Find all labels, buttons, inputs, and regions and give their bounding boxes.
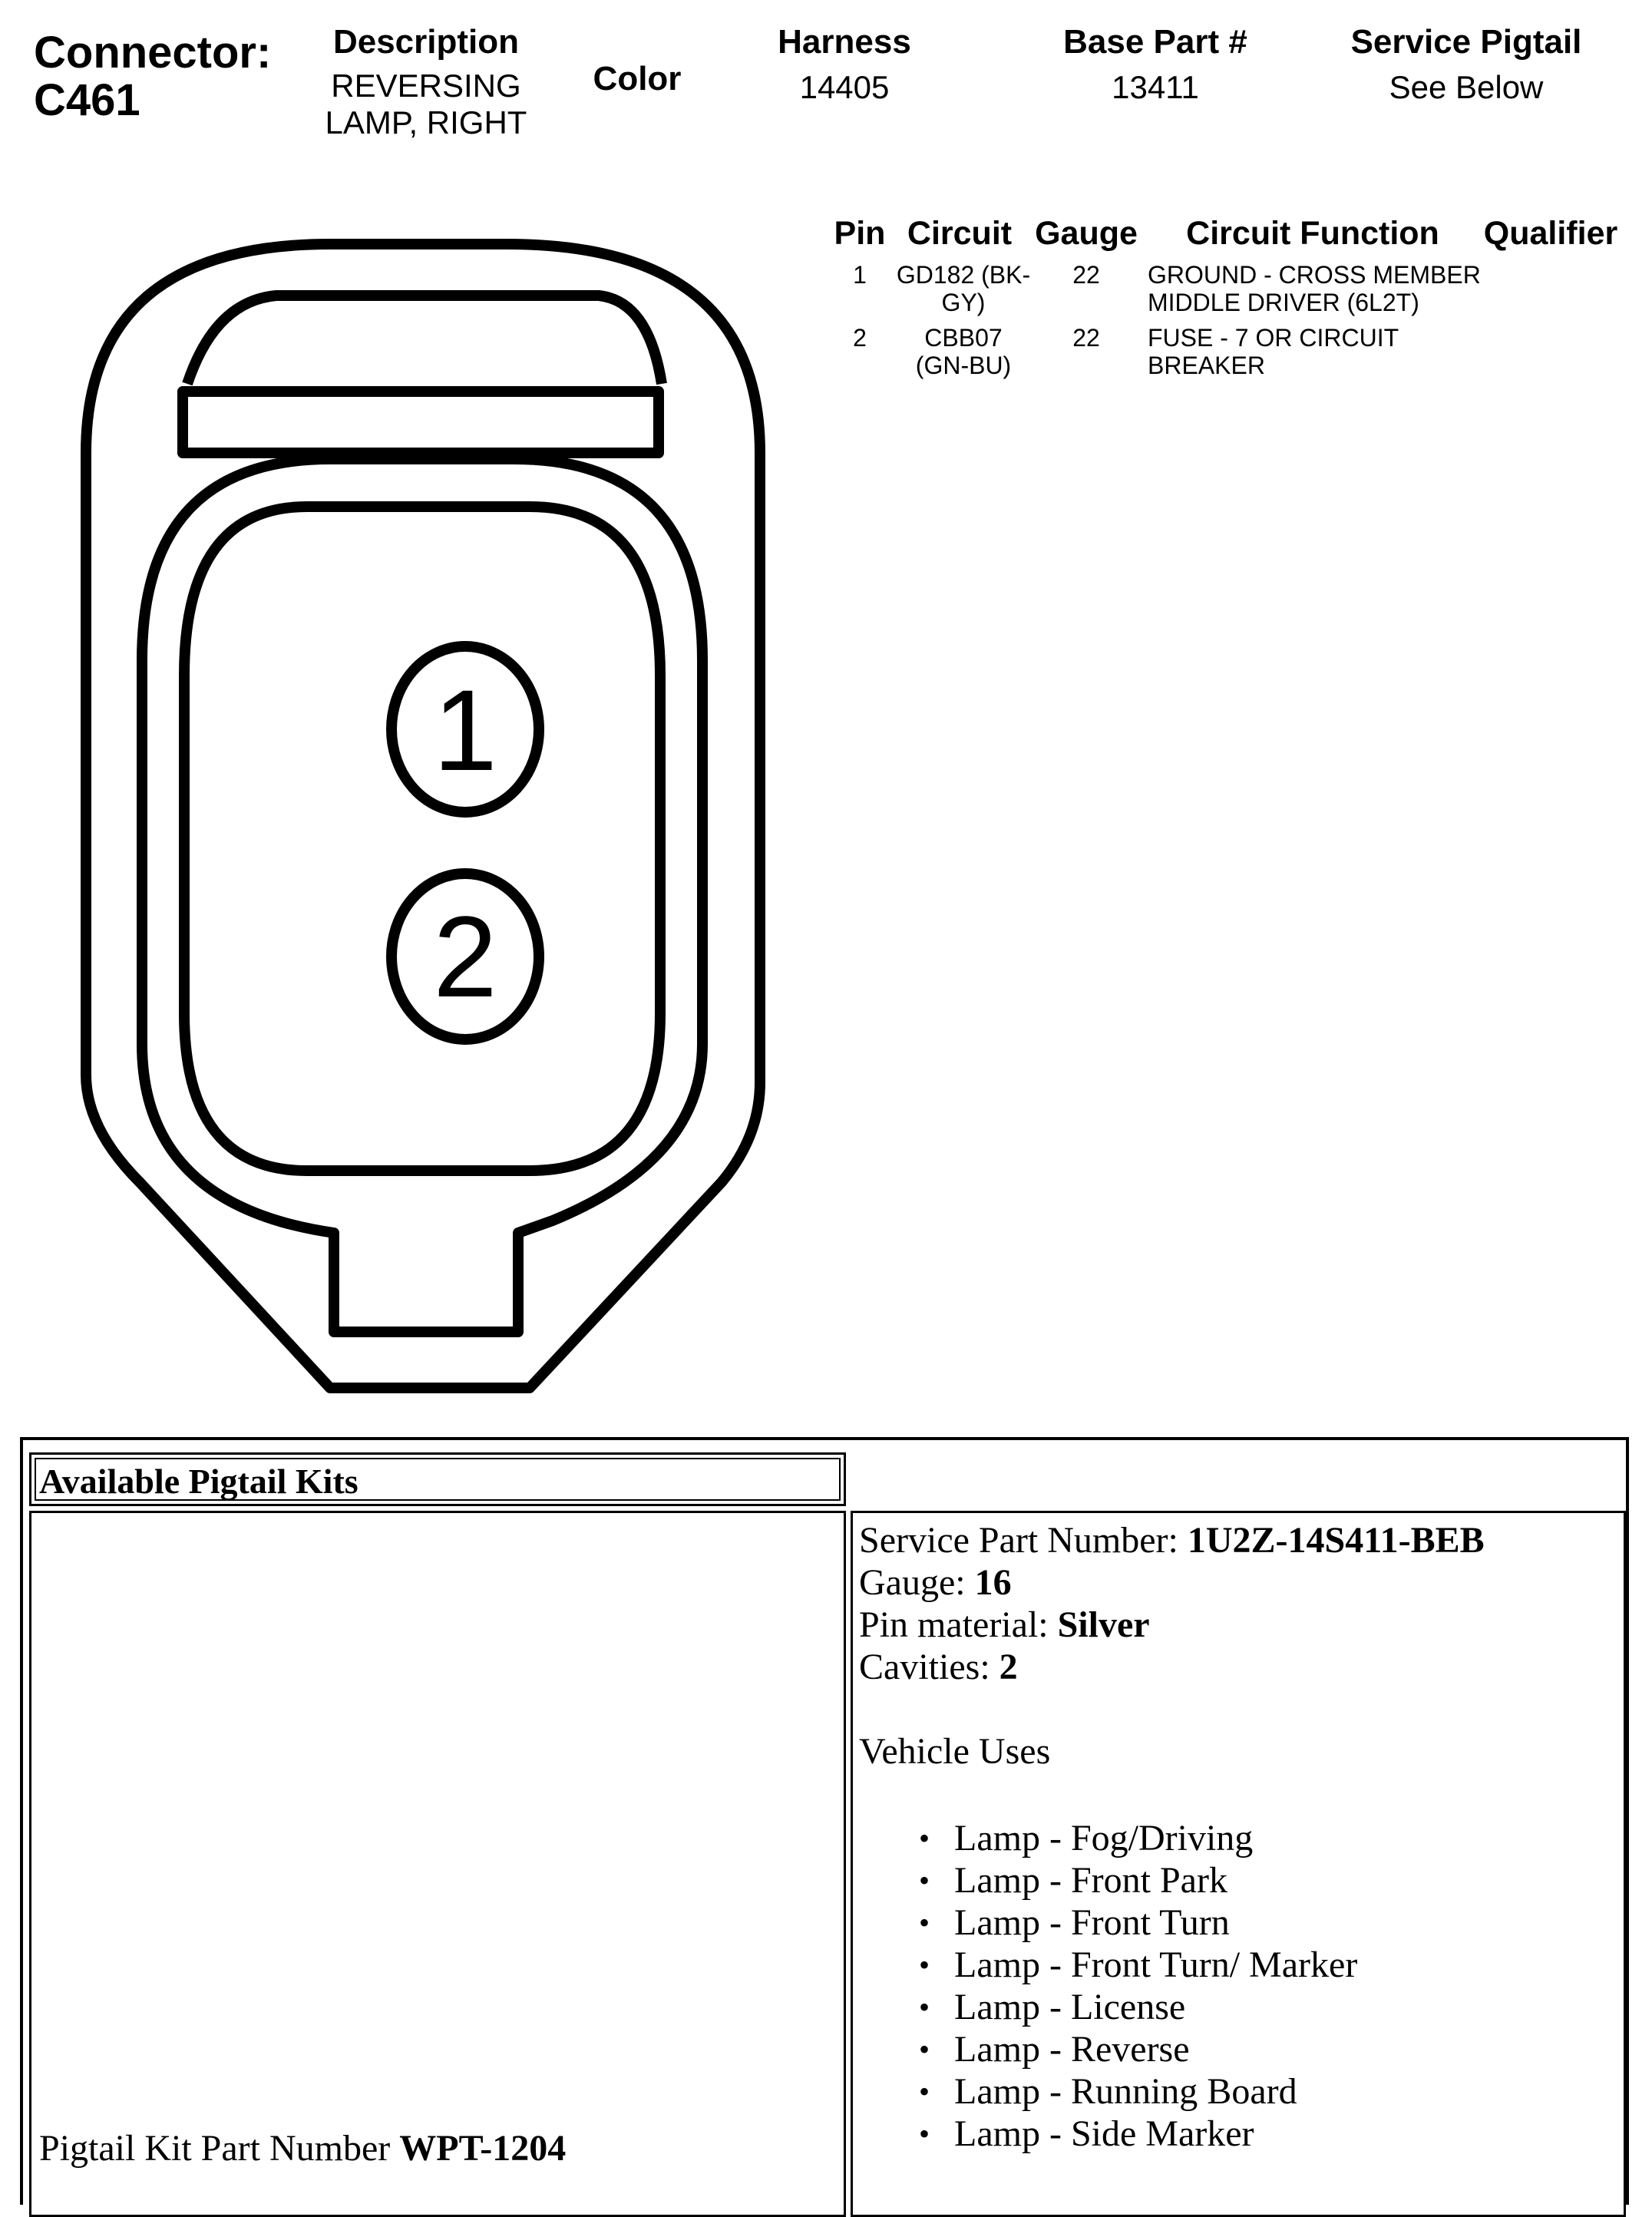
circuit-line-2: GY) — [941, 289, 986, 316]
circuit-line-1: GD182 (BK- — [896, 261, 1031, 289]
gauge-header: Gauge — [1035, 215, 1138, 252]
pigtail-kits-section — [20, 1437, 1629, 2205]
list-item: • Lamp - Running Board — [859, 2070, 1485, 2113]
pin-material-label: Pin material: — [859, 1604, 1058, 1645]
gauge-cell: 22 — [1072, 324, 1100, 352]
gauge-line — [859, 1561, 1485, 1604]
function-line-2: BREAKER — [1148, 352, 1265, 379]
function-line-1: FUSE - 7 OR CIRCUIT — [1148, 324, 1399, 352]
latch-bar — [183, 392, 659, 453]
kit-part-value: WPT-1204 — [399, 2128, 567, 2169]
kit-details — [859, 1519, 1485, 2155]
function-line-2: MIDDLE DRIVER (6L2T) — [1148, 289, 1419, 316]
vehicle-uses-label: Vehicle Uses — [859, 1731, 1051, 1772]
service-pigtail-label: Service Pigtail — [1350, 23, 1582, 61]
gauge-value: 16 — [974, 1562, 1012, 1603]
description-label: Description — [332, 23, 520, 61]
pin-1-label: 1 — [433, 666, 497, 795]
pin-2-label: 2 — [433, 892, 497, 1021]
cavities-value: 2 — [999, 1647, 1018, 1687]
vehicle-uses-list — [859, 1817, 1485, 2155]
list-item: • Lamp - Reverse — [859, 2028, 1485, 2070]
list-item: • Lamp - Side Marker — [859, 2113, 1485, 2155]
pin-header: Pin — [834, 215, 886, 252]
base-part-value: 13411 — [1112, 69, 1199, 105]
pin-material-line — [859, 1604, 1485, 1646]
service-part-label: Service Part Number: — [859, 1520, 1188, 1561]
inner-cavity — [184, 507, 660, 1171]
kits-title: Available Pigtail Kits — [39, 1462, 358, 1501]
list-item: • Lamp - License — [859, 1986, 1485, 2028]
base-part-label: Base Part # — [1063, 23, 1247, 61]
circuit-cell — [883, 261, 1044, 316]
qualifier-header: Qualifier — [1483, 215, 1618, 252]
latch-dome — [187, 296, 662, 384]
description-line-1: REVERSING — [331, 68, 521, 104]
kit-part-number — [39, 2127, 566, 2169]
harness-value: 14405 — [799, 69, 890, 105]
function-cell — [1148, 261, 1531, 316]
function-cell — [1148, 324, 1531, 379]
circuit-line-2: (GN-BU) — [915, 352, 1012, 379]
cavities-label: Cavities: — [859, 1647, 999, 1687]
connector-diagram — [0, 0, 844, 1420]
service-part-value: 1U2Z-14S411-BEB — [1187, 1520, 1485, 1561]
kit-details-box — [851, 1511, 1626, 2217]
color-label: Color — [593, 60, 682, 97]
list-item: • Lamp - Front Turn/ Marker — [859, 1944, 1485, 1986]
circuit-header: Circuit — [907, 215, 1013, 252]
harness-label: Harness — [778, 23, 911, 61]
cavities-line — [859, 1646, 1485, 1688]
gauge-label: Gauge: — [859, 1562, 975, 1603]
gauge-cell: 22 — [1072, 261, 1100, 289]
circuit-line-1: CBB07 — [924, 324, 1003, 352]
service-part-number — [859, 1519, 1485, 1561]
list-item: • Lamp - Front Turn — [859, 1901, 1485, 1944]
kits-title-box — [29, 1452, 846, 1506]
connector-id: C461 — [34, 75, 140, 125]
function-line-1: GROUND - CROSS MEMBER — [1148, 261, 1481, 289]
list-item: • Lamp - Fog/Driving — [859, 1817, 1485, 1859]
service-pigtail-value: See Below — [1389, 69, 1544, 105]
pin-number: 2 — [853, 324, 867, 352]
kit-part-box — [29, 1511, 846, 2217]
pin-material-value: Silver — [1057, 1604, 1150, 1645]
connector-label: Connector: — [34, 28, 272, 78]
kit-part-label: Pigtail Kit Part Number — [39, 2128, 400, 2169]
function-header: Circuit Function — [1186, 215, 1439, 252]
description-line-2: LAMP, RIGHT — [325, 104, 527, 140]
circuit-cell — [883, 324, 1044, 379]
pin-number: 1 — [853, 261, 867, 289]
list-item: • Lamp - Front Park — [859, 1859, 1485, 1901]
